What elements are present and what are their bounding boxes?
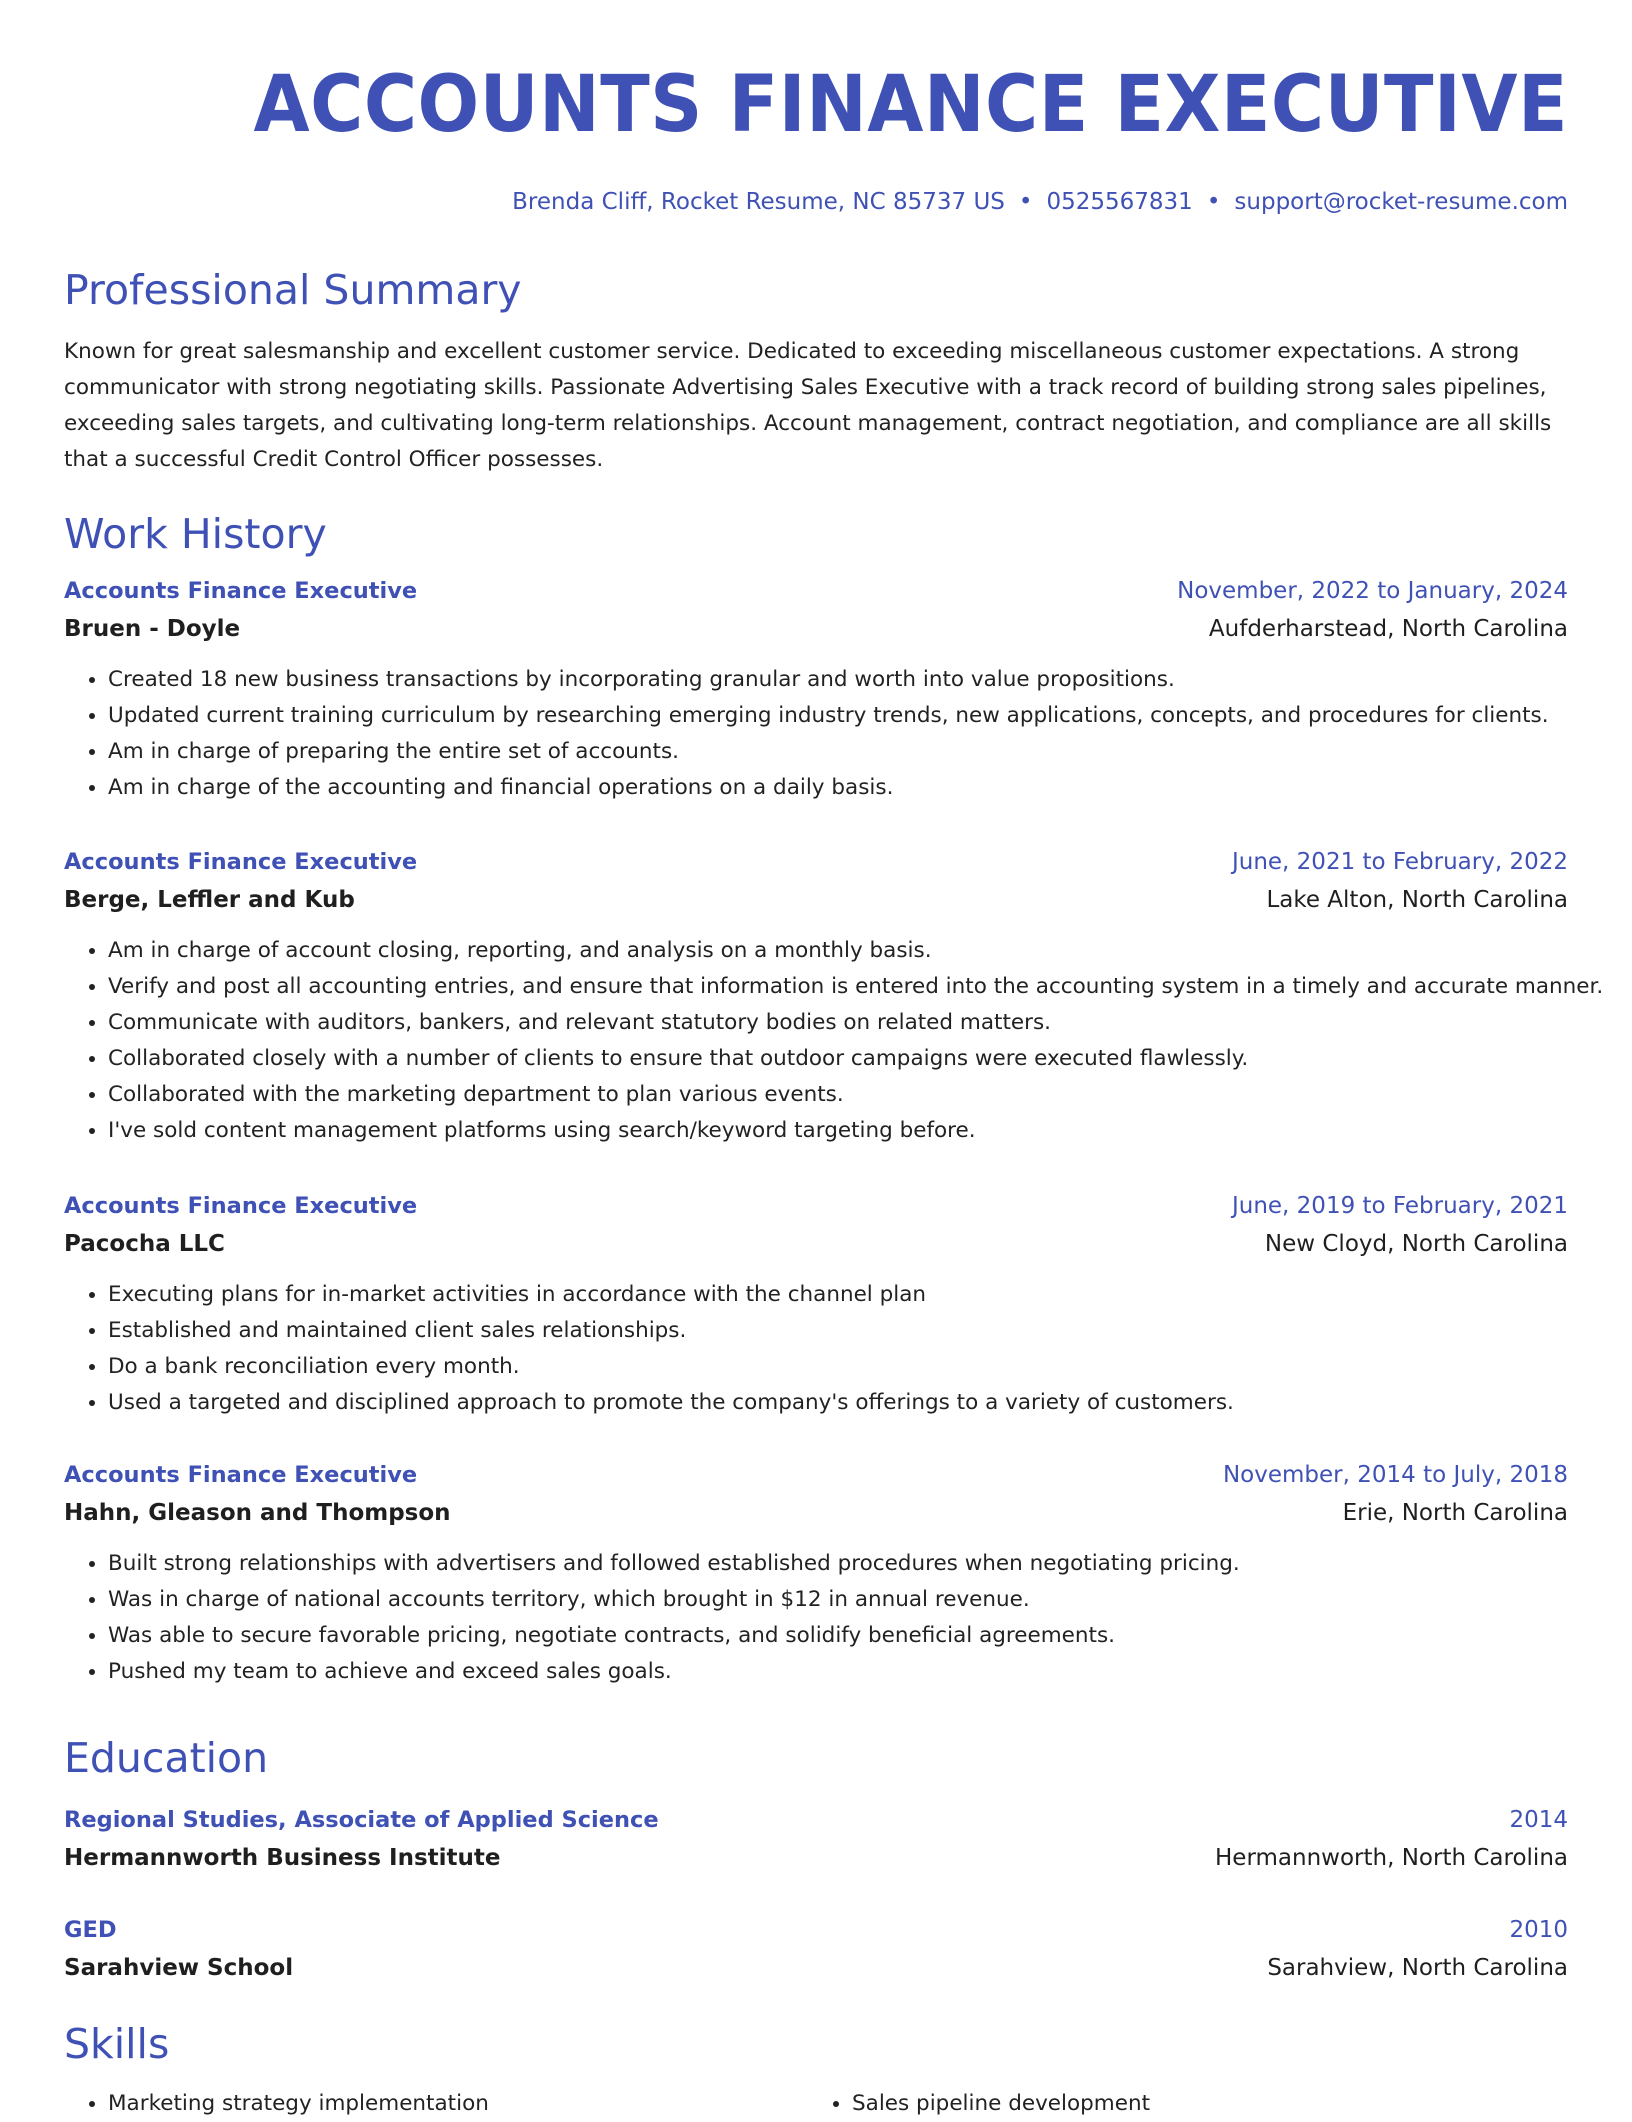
job-bullet: • Verify and post all accounting entries, and ensure that information is entered into the accounting system in a timely and accurate manner.	[108, 969, 1568, 1005]
job-role: Accounts Finance Executive	[64, 1193, 418, 1219]
professional-summary-heading: Professional Summary	[64, 266, 522, 314]
professional-summary-text: Known for great salesmanship and excellent customer service. Dedicated to exceeding miscellaneous customer expectations. A strong communicator with strong negotiating skills. Passionate Advertising Sales Executive with a track record of building strong sales pipelines, exceeding sales targets, and cultivating long-term relationships. Account management, contract negotiation, and compliance are all skills that a successful Credit Control Officer possesses.	[64, 339, 1552, 472]
education-entry	[64, 1911, 1568, 1987]
job-bullet: • Pushed my team to achieve and exceed sales goals.	[108, 1654, 1568, 1690]
job-role: Accounts Finance Executive	[64, 1462, 418, 1488]
education-degree: Regional Studies, Associate of Applied Science	[64, 1807, 659, 1833]
job-location: Erie, North Carolina	[1342, 1500, 1568, 1526]
job-company: Hahn, Gleason and Thompson	[64, 1500, 451, 1526]
contact-phone[interactable]: 0525567831	[1046, 189, 1193, 215]
resume-title: ACCOUNTS FINANCE EXECUTIVE	[253, 60, 1568, 150]
contact-email[interactable]: support@rocket-resume.com	[1234, 189, 1568, 215]
contact-line	[64, 186, 1568, 218]
job-company: Bruen - Doyle	[64, 616, 241, 642]
job-bullet: • Updated current training curriculum by researching emerging industry trends, new applications, concepts, and procedures for clients.	[108, 698, 1568, 734]
job-dates: November, 2022 to January, 2024	[1177, 578, 1568, 604]
job-bullet: • Built strong relationships with advertisers and followed established procedures when negotiating pricing.	[108, 1546, 1568, 1582]
job-entry	[64, 1187, 1568, 1421]
job-bullet-list	[64, 1277, 1568, 1421]
job-location: Aufderharstead, North Carolina	[1208, 616, 1568, 642]
job-bullet-list	[64, 933, 1604, 1149]
skills-list	[64, 2086, 1568, 2122]
education-heading: Education	[64, 1734, 269, 1782]
contact-address: Brenda Cliff, Rocket Resume, NC 85737 US	[512, 189, 1005, 215]
education-location: Hermannworth, North Carolina	[1215, 1845, 1568, 1871]
job-bullet: • Collaborated with the marketing department to plan various events.	[108, 1077, 1568, 1113]
job-bullet: • Am in charge of the accounting and financial operations on a daily basis.	[108, 770, 1568, 806]
job-bullet: • Am in charge of preparing the entire set of accounts.	[108, 734, 1568, 770]
job-bullet: • Created 18 new business transactions by incorporating granular and worth into value propositions.	[108, 662, 1568, 698]
job-bullet-list	[64, 662, 1568, 806]
education-degree: GED	[64, 1917, 117, 1943]
job-location: New Cloyd, North Carolina	[1264, 1231, 1568, 1257]
job-bullet: • Do a bank reconciliation every month.	[108, 1349, 1568, 1385]
job-role: Accounts Finance Executive	[64, 578, 418, 604]
contact-separator: •	[1018, 189, 1033, 215]
education-location: Sarahview, North Carolina	[1267, 1955, 1568, 1981]
skill-item: • Marketing strategy implementation	[108, 2086, 808, 2122]
job-bullet: • Executing plans for in-market activities in accordance with the channel plan	[108, 1277, 1568, 1313]
job-entry	[64, 1456, 1568, 1690]
skills-heading: Skills	[64, 2020, 170, 2068]
job-bullet-list	[64, 1546, 1568, 1690]
job-role: Accounts Finance Executive	[64, 849, 418, 875]
education-school: Hermannworth Business Institute	[64, 1845, 501, 1871]
job-bullet: • Was in charge of national accounts territory, which brought in $12 in annual revenue.	[108, 1582, 1568, 1618]
job-dates: November, 2014 to July, 2018	[1222, 1462, 1568, 1488]
education-year: 2010	[1509, 1917, 1568, 1943]
contact-separator: •	[1206, 189, 1221, 215]
job-bullet: • Was able to secure favorable pricing, negotiate contracts, and solidify beneficial agreements.	[108, 1618, 1568, 1654]
job-bullet: • Used a targeted and disciplined approach to promote the company's offerings to a variety of customers.	[108, 1385, 1568, 1421]
job-bullet: • Collaborated closely with a number of clients to ensure that outdoor campaigns were executed flawlessly.	[108, 1041, 1568, 1077]
skills-column-left	[64, 2086, 808, 2122]
job-location: Lake Alton, North Carolina	[1266, 887, 1568, 913]
job-entry	[64, 843, 1604, 1149]
job-company: Berge, Leffler and Kub	[64, 887, 355, 913]
job-bullet: • Communicate with auditors, bankers, and relevant statutory bodies on related matters.	[108, 1005, 1568, 1041]
education-entry	[64, 1801, 1568, 1877]
work-history-heading: Work History	[64, 510, 327, 558]
skill-item: • Sales pipeline development	[852, 2086, 1552, 2122]
job-bullet: • I've sold content management platforms using search/keyword targeting before.	[108, 1113, 1568, 1149]
job-bullet: • Established and maintained client sales relationships.	[108, 1313, 1568, 1349]
education-year: 2014	[1509, 1807, 1568, 1833]
job-dates: June, 2019 to February, 2021	[1231, 1193, 1568, 1219]
resume-page	[64, 0, 1604, 2116]
job-company: Pacocha LLC	[64, 1231, 225, 1257]
education-school: Sarahview School	[64, 1955, 294, 1981]
job-dates: June, 2021 to February, 2022	[1231, 849, 1568, 875]
job-entry	[64, 572, 1568, 806]
job-bullet: • Am in charge of account closing, reporting, and analysis on a monthly basis.	[108, 933, 1568, 969]
skills-column-right	[808, 2086, 1552, 2122]
